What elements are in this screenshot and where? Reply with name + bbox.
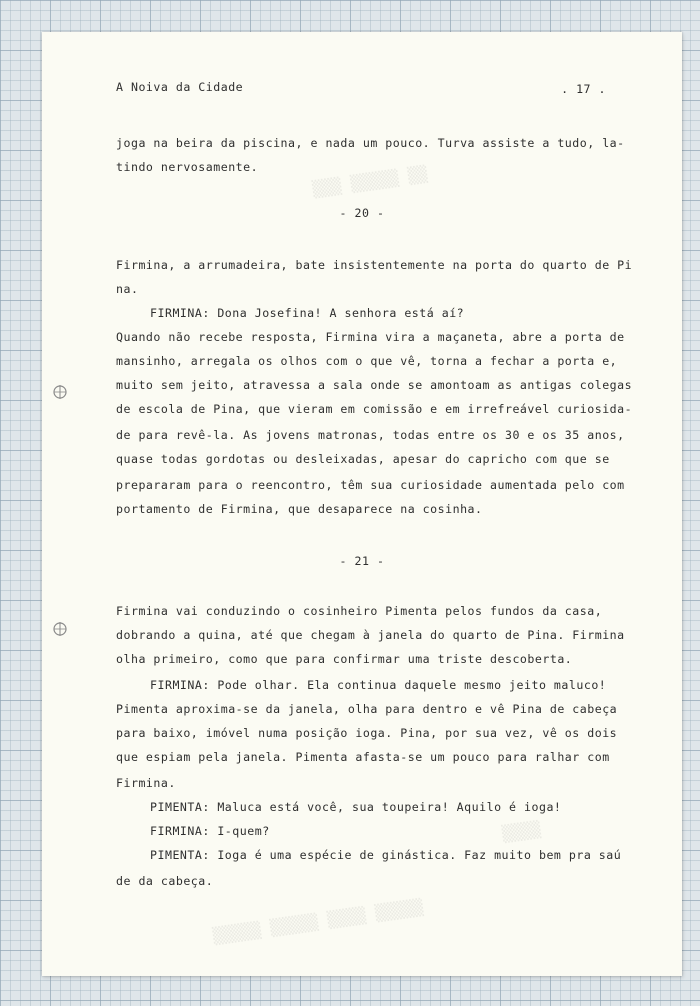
dialogue-line: FIRMINA: Dona Josefina! A senhora está aí?	[150, 306, 465, 320]
text-line: de da cabeça.	[116, 874, 214, 888]
dialogue-line: PIMENTA: Maluca está você, sua toupeira! Aquilo é ioga!	[150, 800, 562, 814]
dialogue-line: FIRMINA: Pode olhar. Ela continua daquele mesmo jeito maluco!	[150, 678, 607, 692]
text-line: de escola de Pina, que vieram em comissão e em irrefreável curiosida-	[116, 402, 633, 416]
text-line: quase todas gordotas ou desleixadas, apesar do capricho com que se	[116, 452, 610, 466]
text-line: portamento de Firmina, que desaparece na cosinha.	[116, 502, 483, 516]
text-line: para baixo, imóvel numa posição ioga. Pina, por sua vez, vê os dois	[116, 726, 618, 740]
text-line: joga na beira da piscina, e nada um pouco. Turva assiste a tudo, la-	[116, 136, 625, 150]
text-line: muito sem jeito, atravessa a sala onde se amontoam as antigas colegas	[116, 378, 633, 392]
punch-hole-icon	[52, 621, 68, 637]
page-number: . 17 .	[561, 82, 606, 96]
text-line: Quando não recebe resposta, Firmina vira a maçaneta, abre a porta de	[116, 330, 625, 344]
document-title: A Noiva da Cidade	[116, 80, 244, 94]
text-line: Firmina vai conduzindo o cosinheiro Pimenta pelos fundos da casa,	[116, 604, 603, 618]
text-line: mansinho, arregala os olhos com o que vê, torna a fechar a porta e,	[116, 354, 618, 368]
text-line: que espiam pela janela. Pimenta afasta-se um pouco para ralhar com	[116, 750, 610, 764]
scene-heading-21: - 21 -	[339, 554, 385, 568]
text-line: Pimenta aproxima-se da janela, olha para dentro e vê Pina de cabeça	[116, 702, 618, 716]
document-page	[42, 32, 682, 976]
text-line: Firmina.	[116, 776, 176, 790]
text-line: prepararam para o reencontro, têm sua curiosidade aumentada pelo com	[116, 478, 625, 492]
text-line: de para revê-la. As jovens matronas, todas entre os 30 e os 35 anos,	[116, 428, 625, 442]
text-line: Firmina, a arrumadeira, bate insistentemente na porta do quarto de Pi	[116, 258, 633, 272]
show-through-mark: ▒▒▒▒▒ ▒▒▒▒▒ ▒▒▒▒ ▒▒▒▒▒	[211, 897, 425, 946]
punch-hole-icon	[52, 384, 68, 400]
show-through-mark: ▒▒▒ ▒▒▒▒▒ ▒▒	[311, 164, 429, 199]
scene-heading-20: - 20 -	[339, 206, 385, 220]
dialogue-line: FIRMINA: I-quem?	[150, 824, 270, 838]
show-through-mark: ▒▒▒▒	[500, 819, 542, 844]
text-line: tindo nervosamente.	[116, 160, 259, 174]
dialogue-line: PIMENTA: Ioga é uma espécie de ginástica. Faz muito bem pra saú	[150, 848, 622, 862]
text-line: na.	[116, 282, 139, 296]
text-line: dobrando a quina, até que chegam à janela do quarto de Pina. Firmina	[116, 628, 625, 642]
text-line: olha primeiro, como que para confirmar uma triste descoberta.	[116, 652, 573, 666]
